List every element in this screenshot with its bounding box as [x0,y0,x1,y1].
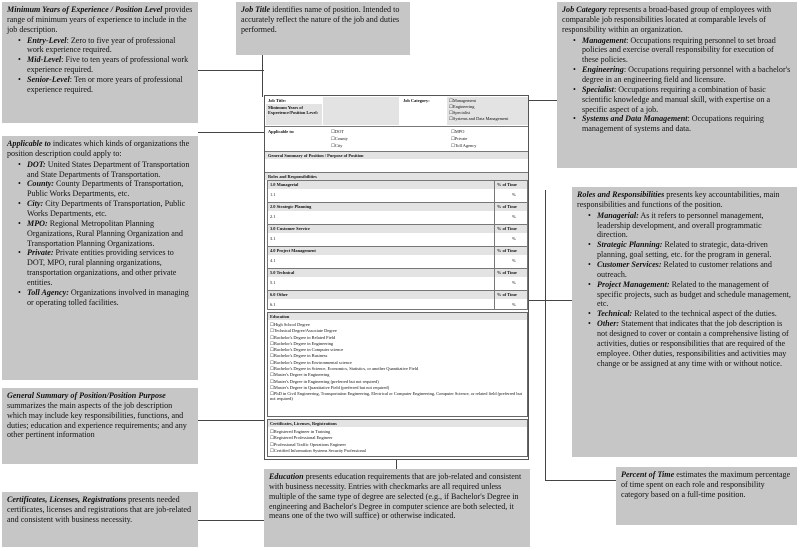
list-item: • City: City Departments of Transportation, Public Works Departments, etc. [27,199,193,219]
list-item: • Managerial: As it refers to personnel management, leadership development, and overall programmatic direction. [597,211,792,241]
role-block [268,246,527,268]
education-callout [264,469,530,547]
list-item: • Entry-Level: Zero to five year of professional work experience required. [27,36,193,56]
role-block [268,202,527,224]
education-option[interactable]: ☐Bachelor's Degree in Environmental science [270,359,352,365]
certificate-option[interactable]: ☐Registered Engineer in Training [270,429,331,434]
list-item: • Other: Statement that indicates that the job description is not designed to cover or contain a comprehensive listing of activities, duties or responsibilities that are required of the employee. Other duties, responsibilities and activities may change or be assigned at any time with or without notice. [597,319,792,368]
role-pct-value[interactable]: % [512,302,516,307]
education-label: Education [270,314,290,319]
certificate-option[interactable]: ☐Registered Professional Engineer [270,435,333,441]
role-pct-header: % of Time [497,226,517,231]
education-option[interactable]: ☐Bachelor's Degree in Computer science [270,347,344,353]
callout-body: estimates the maximum percentage of time spent on each role and responsibility category based on a full-time position. [621,470,791,499]
education-option[interactable]: ☐Master's Degree in Quantitative Field (preferred but not required) [270,384,390,390]
callout-body: summarizes the main aspects of the job description which may include key responsibilities, functions, and duties; education and experience requirements; and any other pertinent information [7,400,187,440]
job-category-list [573,36,792,135]
certificates-label: Certificates, Licenses, Registrations [270,421,337,426]
certificate-option[interactable]: ☐Professional Traffic Operations Engineer [270,441,346,447]
connector-line [529,100,557,101]
education-box [267,312,528,417]
connector-line [198,520,264,521]
connector-line [396,460,397,469]
callout-body: presents needed certificates, licenses and registrations that are job-related and consistent with business necessity. [7,495,192,524]
education-option[interactable]: ☐Technical Degree/Associate Degree [270,328,337,334]
applicable-option[interactable]: ☐County [331,136,348,141]
education-list [270,322,525,401]
callout-title: Job Title [241,5,271,14]
min-years-label-cell [266,104,322,125]
callout-title: Minimum Years of Experience / Position Level [7,5,163,14]
list-item: • Toll Agency: Organizations involved in managing or operating tolled facilities. [27,288,193,308]
connector-line [198,70,264,110]
role-sub[interactable]: 2.1 [270,214,276,219]
min-years-label: Minimum Years of Experience/Position Level: [268,105,319,116]
connector-line [545,480,616,481]
job-title-field[interactable] [323,97,399,125]
list-item: • Strategic Planning: Related to strategic, data-driven planning, goal setting, etc. for the program in general. [597,240,792,260]
category-option[interactable]: ☐Management [449,98,476,103]
certificate-option[interactable]: ☐Certified Information Systems Security Professional [270,447,366,453]
list-item: • Private: Private entities providing services to DOT, MPO, rural planning organizations, transportation organizations, and other private entities. [27,248,193,287]
role-sub[interactable]: 1.1 [270,192,276,197]
summary-label: General Summary of Position / Purpose of Position [268,153,364,158]
callout-body: indicates which kinds of organizations the position description could apply to: [7,139,190,158]
role-pct-header: % of Time [497,204,517,209]
callout-title: Roles and Responsibilities [577,190,665,199]
percent-time-callout [616,467,797,525]
callout-title: Certificates, Licenses, Registrations [7,495,127,504]
role-pct-header: % of Time [497,292,517,297]
min-years-callout [2,2,198,123]
role-title: 4.0 Project Management [270,248,316,253]
job-category-options [447,97,528,125]
list-item: • Engineering: Occupations requiring personnel with a bachelor's degree in an engineering field and licensure. [582,65,792,85]
list-item: • County: County Departments of Transportation, Public Works Departments, etc. [27,179,193,199]
role-sub[interactable]: 4.1 [270,258,276,263]
applicable-option[interactable]: ☐MPO [451,129,465,134]
connector-line [529,300,572,301]
education-option[interactable]: ☐Bachelor's Degree in Science, Economics, Statistics, or another Quantitative Field [270,366,419,372]
list-item: • Technical: Related to the technical aspect of the duties. [597,309,792,319]
applicable-label: Applicable to: [268,129,295,134]
list-item: • Management: Occupations requiring personnel to set broad policies and exercise overall responsibility for execution of these policies. [582,36,792,66]
applicable-option[interactable]: ☐Toll Agency [451,143,477,148]
education-option[interactable]: ☐Bachelor's Degree in Business [270,353,328,359]
education-option[interactable]: ☐Master's Degree in Engineering [270,372,330,378]
applicable-list [18,160,193,308]
role-pct-value[interactable]: % [512,214,516,219]
callout-title: Applicable to [7,139,51,148]
category-option[interactable]: ☐Specialist [449,110,471,115]
callout-title: Percent of Time [621,470,675,479]
role-title: 2.0 Strategic Planning [270,204,312,209]
certificates-callout [2,492,198,547]
education-option[interactable]: ☐Master's Degree in Engineering (preferred but not required) [270,378,379,384]
education-option[interactable]: ☐Bachelor's Degree in Related Field [270,334,336,340]
list-item: • Customer Services: Related to customer relations and outreach. [597,260,792,280]
role-title: 5.0 Technical [270,270,295,275]
job-title-label: Job Title: [268,98,287,103]
role-block [268,268,527,290]
callout-body: presents education requirements that are job-related and consistent with business necessity. Entries with checkmarks are all required unless multiple of the same type of degree are selected (e.g., if Bachelor's Degree in engineering and Bachelor's Degree in computer science are both selected, it means one of the two will suffice) or otherwise indicated. [269,472,522,521]
roles-list [588,211,792,369]
list-item: • MPO: Regional Metropolitan Planning Organizations, Rural Planning Organization and Transportation Planning Organizations. [27,219,193,249]
job-title-row [265,96,528,126]
callout-body: identifies name of position. Intended to accurately reflect the nature of the job and duties performed. [241,5,400,34]
roles-label: Roles and Responsibilities [268,174,317,179]
callout-body: represents a broad-based group of employees with comparable job responsibilities located at comparable levels of responsibility within an organization. [562,5,772,34]
role-title: 6.0 Other [270,292,288,297]
callout-title: Job Category [562,5,607,14]
applicable-option[interactable]: ☐DOT [331,129,344,134]
role-pct-header: % of Time [497,270,517,275]
list-item: • Senior-Level: Ten or more years of professional experience required. [27,75,193,95]
applicable-row [265,127,528,151]
education-option[interactable]: ☐Bachelor's Degree in Engineering [270,340,334,346]
role-sub[interactable]: 3.1 [270,236,276,241]
applicable-option[interactable]: ☐Private [451,136,468,141]
general-summary-callout [2,388,198,464]
summary-header [265,152,528,159]
role-pct-value[interactable]: % [512,236,516,241]
applicable-callout [2,136,198,380]
education-option[interactable]: ☐High School Degree [270,322,310,327]
role-title: 3.0 Customer Service [270,226,310,231]
job-category-callout [557,2,797,168]
list-item: • Mid-Level: Five to ten years of professional work experience required. [27,55,193,75]
education-option[interactable]: ☐PhD in Civil Engineering, Transportation Engineering, Electrical or Computer Engineering, Computer Science, or related field (preferred but not required) [270,391,522,402]
min-years-list [18,36,193,95]
role-block [268,290,527,311]
role-pct-header: % of Time [497,182,517,187]
role-block [268,224,527,246]
job-description-form [264,95,529,460]
certificates-box [267,419,528,457]
pct-column-divider [494,181,495,309]
list-item: • Systems and Data Management: Occupations requiring management of systems and data. [582,114,792,134]
callout-body: provides range of minimum years of experience to include in the job description. [7,5,193,34]
applicable-option[interactable]: ☐City [331,143,343,148]
role-pct-value[interactable]: % [512,192,516,197]
certificates-list [270,429,525,454]
list-item: • DOT: United States Department of Transportation and State Departments of Transportation. [27,160,193,180]
job-category-label: Job Category: [403,98,430,103]
category-option[interactable]: ☐Systems and Data Management [449,116,509,121]
roles-header [265,173,528,180]
role-block [268,181,527,202]
roles-table [267,180,528,310]
callout-title: General Summary of Position/Position Purpose [7,391,166,400]
category-option[interactable]: ☐Engineering [449,104,475,109]
role-pct-header: % of Time [497,248,517,253]
role-pct-value[interactable]: % [512,258,516,263]
roles-callout [572,187,797,457]
callout-title: Education [269,472,304,481]
list-item: • Specialist: Occupations requiring a combination of basic scientific knowledge and manual skill, with expertise on a specific aspect of a job. [582,85,792,115]
role-pct-value[interactable]: % [512,280,516,285]
connector-line [198,132,264,133]
role-sub[interactable]: 5.1 [270,280,276,285]
connector-line [545,190,546,480]
role-title: 1.0 Managerial [270,182,299,187]
job-title-callout [236,2,410,55]
role-sub[interactable]: 6.1 [270,302,276,307]
connector-line [262,55,263,97]
connector-line [198,420,264,421]
summary-field[interactable] [265,159,528,172]
callout-body: presents key accountabilities, main responsibilities and functions of the position. [577,190,780,209]
list-item: • Project Management: Related to the management of specific projects, such as budget and schedule management, etc. [597,280,792,310]
